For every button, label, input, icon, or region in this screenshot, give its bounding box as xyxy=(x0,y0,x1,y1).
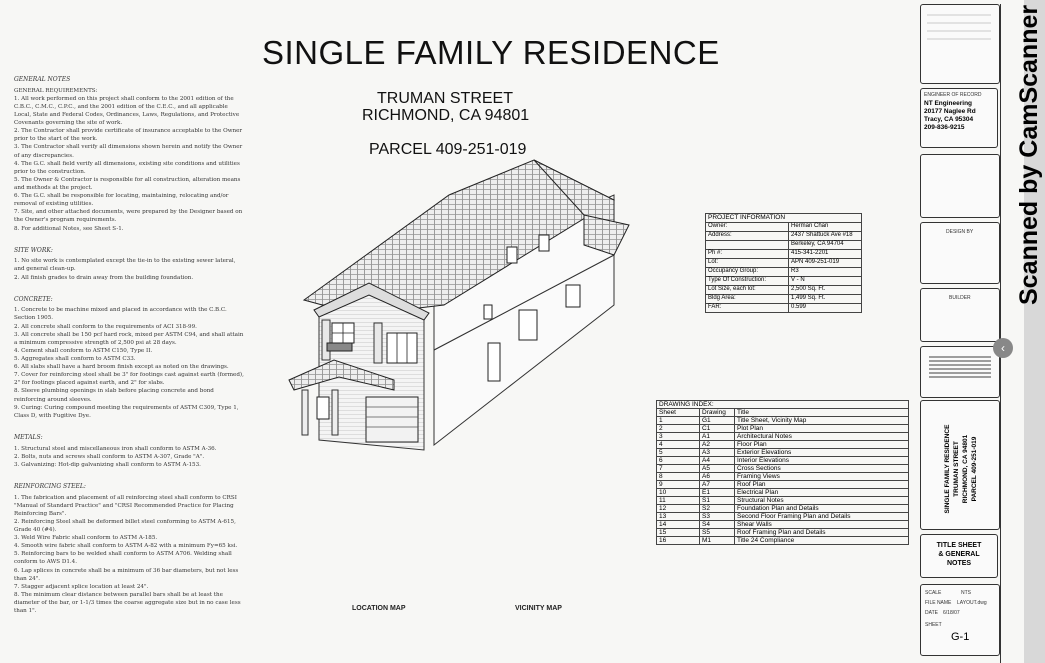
sheet-title-line: NOTES xyxy=(946,560,972,567)
file-label: FILE NAME xyxy=(925,600,952,606)
index-drawing-cell: M1 xyxy=(700,537,735,545)
notes-line: 8. The minimum clear distance between parallel bars shall be at least the diameter of the bar, or 1-1/3 times the coarse aggregate size but in no case less than 1". xyxy=(14,591,241,615)
notes-section xyxy=(14,247,246,282)
street-address: TRUMAN STREET xyxy=(377,90,513,107)
project-info-label: FAR: xyxy=(706,304,789,313)
project-info-value: Herman Chan xyxy=(789,223,862,232)
drawing-index-row xyxy=(657,481,909,489)
drawing-index-caption: DRAWING INDEX: xyxy=(657,401,909,409)
drawing-index-row xyxy=(657,529,909,537)
builder-box xyxy=(920,288,1000,342)
title-block xyxy=(920,4,1024,663)
drawing-index-row xyxy=(657,489,909,497)
drawing-index-table xyxy=(656,400,909,545)
drawing-index-row xyxy=(657,497,909,505)
project-info-row xyxy=(706,277,862,286)
index-drawing-cell: G1 xyxy=(700,417,735,425)
project-info-row xyxy=(706,268,862,277)
notes-line: 1. Structural steel and miscellaneous iron shall conform to ASTM A-36. xyxy=(14,445,217,452)
index-sheet-cell: 3 xyxy=(657,433,700,441)
project-info-row xyxy=(706,259,862,268)
project-info-value: V - N xyxy=(789,277,862,286)
drawing-index-row xyxy=(657,433,909,441)
index-drawing-cell: S5 xyxy=(700,529,735,537)
sheet-title: SINGLE FAMILY RESIDENCE xyxy=(262,34,720,71)
notes-line: 5. The Owner & Contractor is responsible for all construction, alteration means and methods at the project. xyxy=(14,176,241,191)
notes-heading: SITE WORK: xyxy=(14,246,53,254)
notes-line: 3. The Contractor shall verify all dimensions shown herein and notify the Owner of any discrepancies. xyxy=(14,144,243,159)
design-by-box xyxy=(920,154,1000,218)
project-info-label: Bldg Area: xyxy=(706,295,789,304)
notes-line: 7. Site, and other attached documents, were prepared by the Designer based on the Owner's program requirements. xyxy=(14,209,243,224)
index-title-cell: Cross Sections xyxy=(735,465,909,473)
general-notes xyxy=(14,76,246,629)
index-drawing-cell: C1 xyxy=(700,425,735,433)
project-line: TRUMAN STREET xyxy=(953,441,960,497)
index-sheet-cell: 7 xyxy=(657,465,700,473)
project-info-row xyxy=(706,241,862,250)
project-info-value: APN 409-251-019 xyxy=(789,259,862,268)
notes-line: 7. Stagger adjacent splice location at least 24". xyxy=(14,583,149,590)
scale-label: SCALE xyxy=(925,590,942,596)
project-info-row xyxy=(706,304,862,313)
index-drawing-cell: A1 xyxy=(700,433,735,441)
engineer-label: ENGINEER OF RECORD xyxy=(924,92,982,98)
project-info-row xyxy=(706,250,862,259)
title-block-lines xyxy=(921,5,999,83)
project-info-value: 415-341-2201 xyxy=(789,250,862,259)
project-info-table xyxy=(705,213,862,313)
notes-line: 2. Bolts, nuts and screws shall conform to ASTM A-307, Grade "A". xyxy=(14,453,205,460)
builder-label: BUILDER xyxy=(949,295,971,301)
index-drawing-cell: S4 xyxy=(700,521,735,529)
project-line: RICHMOND, CA 94801 xyxy=(962,434,969,504)
project-info-value: 2,500 Sq. Ft. xyxy=(789,286,862,295)
date-value: 6/18/07 xyxy=(943,610,960,616)
design-by-label: DESIGN BY xyxy=(946,229,974,235)
notes-line: 1. All work performed on this project shall conform to the 2001 edition of the C.B.C., C.M.C., C.P.C., and the 2001 edition of the C.E.C., and all applicable Local, State and Federal Codes, Ordinances, Laws, Regulations, and Protective Covenants governing the site of work. xyxy=(14,95,240,127)
index-sheet-cell: 11 xyxy=(657,497,700,505)
index-title-cell: Electrical Plan xyxy=(735,489,909,497)
index-title-cell: Roof Framing Plan and Details xyxy=(735,529,909,537)
project-info-value: 0.599 xyxy=(789,304,862,313)
index-drawing-cell: S3 xyxy=(700,513,735,521)
notes-line: 9. Curing: Curing compound meeting the requirements of ASTM C309, Type 1, Class D, with Fugitive Dye. xyxy=(14,404,239,419)
notes-line: 2. All concrete shall conform to the requirements of ACI 318-99. xyxy=(14,323,197,330)
sheet-title-line: TITLE SHEET xyxy=(936,542,982,549)
index-title-cell: Second Floor Framing Plan and Details xyxy=(735,513,909,521)
project-line: PARCEL 409-251-019 xyxy=(971,436,978,502)
index-title-cell: Roof Plan xyxy=(735,481,909,489)
index-sheet-cell: 4 xyxy=(657,441,700,449)
notes-line: 4. The G.C. shall field verify all dimensions, existing site conditions and utilities prior to the construction. xyxy=(14,160,240,175)
notes-line: 3. All concrete shall be 150 pcf hard rock, mixed per ASTM C94, and shall attain a minimum compressive strength of 2,500 psi at 28 days. xyxy=(14,331,244,346)
notes-line: 7. Cover for reinforcing steel shall be 3" for footings cast against earth (formed), 2" for footings placed against earth, and 2" for slabs. xyxy=(14,372,244,387)
index-sheet-cell: 5 xyxy=(657,449,700,457)
project-info-label: Type Of Construction: xyxy=(706,277,789,286)
notes-section xyxy=(14,76,246,233)
index-sheet-cell: 13 xyxy=(657,513,700,521)
index-sheet-cell: 14 xyxy=(657,521,700,529)
drawing-index-row xyxy=(657,505,909,513)
city-address: RICHMOND, CA 94801 xyxy=(362,107,530,124)
drawing-index-row xyxy=(657,417,909,425)
project-info-label: Occupancy Group: xyxy=(706,268,789,277)
notes-line: 3. Weld Wire Fabric shall conform to ASTM A-185. xyxy=(14,535,158,542)
index-title-cell: Architectural Notes xyxy=(735,433,909,441)
project-info-label: Owner: xyxy=(706,223,789,232)
project-info-row xyxy=(706,223,862,232)
index-drawing-cell: A6 xyxy=(700,473,735,481)
project-info-value: 2437 Shattuck Ave #18 xyxy=(789,232,862,241)
project-info-label: Lot Size, each lot: xyxy=(706,286,789,295)
sheet-title-line: & GENERAL xyxy=(938,551,980,558)
drawing-index-row xyxy=(657,449,909,457)
index-drawing-cell: S2 xyxy=(700,505,735,513)
project-info-caption: PROJECT INFORMATION xyxy=(706,214,862,223)
notes-line: 1. Concrete to be machine mixed and placed in accordance with the C.B.C. Section 1905. xyxy=(14,307,227,322)
index-sheet-cell: 1 xyxy=(657,417,700,425)
notes-box xyxy=(920,346,1000,398)
notes-line: 6. The G.C. shall be responsible for locating, maintaining, relocating and/or removal of existing utilities. xyxy=(14,193,229,208)
notes-heading: REINFORCING STEEL: xyxy=(14,482,86,490)
index-sheet-cell: 12 xyxy=(657,505,700,513)
notes-line: GENERAL REQUIREMENTS: xyxy=(14,87,98,94)
chevron-left-icon[interactable]: ‹ xyxy=(993,338,1013,358)
engineer-info xyxy=(924,100,994,132)
notes-line: 4. Smooth wire fabric shall conform to ASTM A-82 with a minimum Fy=65 ksi. xyxy=(14,543,238,550)
drawing-index-row xyxy=(657,513,909,521)
scale-value: NTS xyxy=(961,590,971,596)
notes-line: 1. The fabrication and placement of all reinforcing steel shall conform to CRSI "Manual of Standard Practice" and "CRSI Recommended Practice for Placing Reinforcing Bars". xyxy=(14,494,237,517)
fine-print xyxy=(921,347,999,397)
index-title-cell: Title 24 Compliance xyxy=(735,537,909,545)
project-info-label: Lot: xyxy=(706,259,789,268)
notes-line: 6. All slabs shall have a hard broom finish except as noted on the drawings. xyxy=(14,364,229,371)
notes-line: 1. No site work is contemplated except the tie-in to the existing sewer lateral, and general clean-up. xyxy=(14,258,236,273)
drawing-index-row xyxy=(657,521,909,529)
index-title-cell: Title Sheet, Vicinity Map xyxy=(735,417,909,425)
index-sheet-cell: 15 xyxy=(657,529,700,537)
index-title-cell: Exterior Elevations xyxy=(735,449,909,457)
index-title-cell: Interior Elevations xyxy=(735,457,909,465)
project-line: SINGLE FAMILY RESIDENCE xyxy=(944,424,951,514)
index-drawing-cell: A5 xyxy=(700,465,735,473)
project-info-value: Berkeley, CA 94704 xyxy=(789,241,862,250)
drawing-index-row xyxy=(657,441,909,449)
engineer-line: Tracy, CA 95304 xyxy=(924,116,974,123)
notes-line: 5. Reinforcing bars to be welded shall conform to ASTM A706. Welding shall conform to AWS D1.4. xyxy=(14,551,232,566)
index-header-drawing: Drawing xyxy=(700,409,735,417)
notes-section xyxy=(14,296,246,420)
drawing-index-row xyxy=(657,473,909,481)
notes-line: 5. Aggregates shall conform to ASTM C33. xyxy=(14,356,136,363)
house-isometric-drawing xyxy=(284,155,629,455)
notes-line: 6. Lap splices in concrete shall be a minimum of 36 bar diameters, but not less than 24". xyxy=(14,567,239,582)
project-info-row xyxy=(706,295,862,304)
sheet-info-box xyxy=(920,584,1000,656)
index-sheet-cell: 16 xyxy=(657,537,700,545)
design-box xyxy=(920,222,1000,284)
project-name-rotated xyxy=(943,399,979,539)
index-title-cell: Framing Views xyxy=(735,473,909,481)
index-sheet-cell: 9 xyxy=(657,481,700,489)
project-name-box xyxy=(920,400,1000,530)
date-label: DATE xyxy=(925,610,938,616)
drawing-index-row xyxy=(657,537,909,545)
index-title-cell: Floor Plan xyxy=(735,441,909,449)
sheet-label: SHEET xyxy=(925,622,942,628)
sheet-title-box xyxy=(920,534,998,578)
file-value: LAYOUT.dwg xyxy=(957,600,987,606)
engineer-line: 20177 Naglee Rd xyxy=(924,108,976,115)
notes-line: 2. All finish grades to drain away from the building foundation. xyxy=(14,274,194,281)
index-sheet-cell: 10 xyxy=(657,489,700,497)
index-header-sheet: Sheet xyxy=(657,409,700,417)
index-header-title: Title xyxy=(735,409,909,417)
notes-line: 8. Sleeve plumbing openings in slab before placing concrete and bond reinforcing around sleeves. xyxy=(14,388,214,403)
project-info-label xyxy=(706,241,789,250)
notes-heading: CONCRETE: xyxy=(14,295,53,303)
engineer-line: NT Engineering xyxy=(924,100,973,107)
index-sheet-cell: 6 xyxy=(657,457,700,465)
project-info-value: 1,499 Sq. Ft. xyxy=(789,295,862,304)
index-title-cell: Structural Notes xyxy=(735,497,909,505)
scanner-watermark: Scanned by CamScanner xyxy=(1015,4,1043,305)
index-drawing-cell: A3 xyxy=(700,449,735,457)
index-sheet-cell: 8 xyxy=(657,473,700,481)
vicinity-map-caption: VICINITY MAP xyxy=(515,605,562,612)
project-info-value: R3 xyxy=(789,268,862,277)
index-drawing-cell: A7 xyxy=(700,481,735,489)
title-block-top-box xyxy=(920,4,1000,84)
drawing-index-row xyxy=(657,457,909,465)
notes-line: 2. The Contractor shall provide certificate of insurance acceptable to the Owner prior to the start of the work. xyxy=(14,128,243,143)
project-info-row xyxy=(706,286,862,295)
index-drawing-cell: E1 xyxy=(700,489,735,497)
project-info-row xyxy=(706,232,862,241)
index-title-cell: Shear Walls xyxy=(735,521,909,529)
location-map-caption: LOCATION MAP xyxy=(352,605,406,612)
index-title-cell: Foundation Plan and Details xyxy=(735,505,909,513)
drawing-index-row xyxy=(657,465,909,473)
drawing-index-row xyxy=(657,425,909,433)
parcel-number: PARCEL 409-251-019 xyxy=(369,141,527,158)
engineer-line: 209-836-9215 xyxy=(924,124,965,131)
notes-line: 4. Cement shall conform to ASTM C150, Type II. xyxy=(14,347,153,354)
sheet-number: G-1 xyxy=(951,631,970,643)
notes-heading: GENERAL NOTES xyxy=(14,76,71,83)
project-info-label: Ph #: xyxy=(706,250,789,259)
engineer-box xyxy=(920,88,998,148)
notes-section xyxy=(14,434,246,469)
notes-section xyxy=(14,483,246,615)
notes-heading: METALS: xyxy=(14,433,43,441)
notes-line: 8. For additional Notes, see Sheet S-1. xyxy=(14,225,124,232)
index-drawing-cell: S1 xyxy=(700,497,735,505)
project-info-label: Address: xyxy=(706,232,789,241)
index-drawing-cell: A2 xyxy=(700,441,735,449)
index-sheet-cell: 2 xyxy=(657,425,700,433)
index-title-cell: Plot Plan xyxy=(735,425,909,433)
notes-line: 2. Reinforcing Steel shall be deformed billet steel conforming to ASTM A-615, Grade 40 (#4). xyxy=(14,518,236,534)
index-drawing-cell: A4 xyxy=(700,457,735,465)
notes-line: 3. Galvanizing: Hot-dip galvanizing shall conform to ASTM A-153. xyxy=(14,461,201,468)
